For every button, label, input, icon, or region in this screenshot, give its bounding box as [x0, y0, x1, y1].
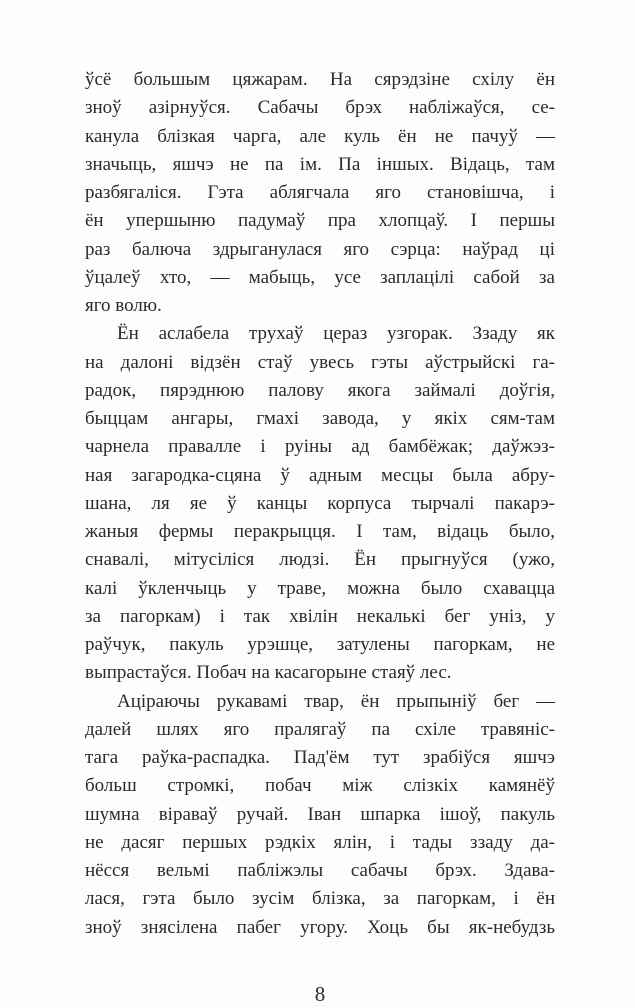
text-line: раз балюча здрыганулася яго сэрца: наўрад ці: [85, 238, 555, 260]
text-line: раўчук, пакуль урэшце, затулены пагоркам, не: [85, 634, 555, 655]
text-line: тага раўка-распадка. Пад'ём тут зрабіўся яшчэ: [85, 747, 555, 768]
text-line: значыць, яшчэ не па ім. Па іншых. Відаць, там: [85, 153, 555, 175]
text-line: ён упершыню падумаў пра хлопцаў. І першы: [85, 210, 555, 232]
body-text: [85, 66, 555, 942]
text-line: калі ўкленчыць у траве, можна было схавацца: [85, 577, 555, 599]
text-line: не дасяг першых рэдкіх ялін, і тады ззаду да-: [85, 831, 555, 853]
text-line: далей шлях яго пралягаў па схіле травяніс-: [85, 718, 555, 740]
text-line: ўцалеў хто, — мабыць, усе заплацілі сабой за: [85, 266, 555, 288]
text-line: ўсё большым цяжарам. На сярэдзіне схілу ён: [85, 69, 555, 90]
paragraph: [85, 66, 555, 320]
text-line: выпрастаўся. Побач на касагорыне стаяў лес.: [85, 662, 452, 684]
text-line: чарнела правалле і руіны ад бамбёжак; даўжэз-: [85, 436, 555, 458]
text-line: нёсся вельмі пабліжэлы сабачы брэх. Здава-: [85, 860, 555, 881]
text-line: шана, ля яе ў канцы корпуса тырчалі пакарэ-: [85, 492, 555, 514]
text-line: яго волю.: [85, 295, 162, 316]
paragraph: [85, 320, 555, 687]
text-line: зноў азірнуўся. Сабачы брэх набліжаўся, се-: [85, 97, 555, 119]
text-line: шумна віраваў ручай. Іван шпарка ішоў, пакуль: [85, 803, 555, 825]
text-line: за пагоркам) і так хвілін некалькі бег уніз, у: [85, 605, 555, 627]
text-line: больш стромкі, побач між слізкіх камянёў: [85, 775, 555, 797]
text-line: ная загародка-сцяна ў адным месцы была абру-: [85, 464, 555, 486]
text-line: жаныя фермы перакрыцця. І там, відаць было,: [85, 521, 555, 542]
text-line: канула блізкая чарга, але куль ён не пачуў —: [85, 125, 555, 147]
text-line: Ён аслабела трухаў цераз узгорак. Ззаду як: [117, 323, 555, 345]
text-line: разбягаліся. Гэта аблягчала яго становішча, і: [85, 182, 555, 203]
page-number: 8: [314, 981, 326, 1006]
text-line: на далоні відзён стаў увесь гэты аўстрыйскі га-: [85, 351, 555, 373]
text-line: быццам ангары, гмахі завода, у якіх сям-там: [85, 408, 555, 429]
text-line: лася, гэта было зусім блізка, за пагоркам, і ён: [85, 888, 555, 910]
text-line: Аціраючы рукавамі твар, ён прыпыніў бег —: [117, 690, 555, 712]
text-line: снавалі, мітусіліся людзі. Ён прыгнуўся (ужо,: [85, 549, 555, 571]
text-line: радок, пярэднюю палову якога займалі доўгія,: [85, 379, 555, 401]
paragraph: [85, 688, 555, 942]
text-line: зноў знясілена пабег угору. Хоць бы як-небудзь: [85, 916, 555, 938]
